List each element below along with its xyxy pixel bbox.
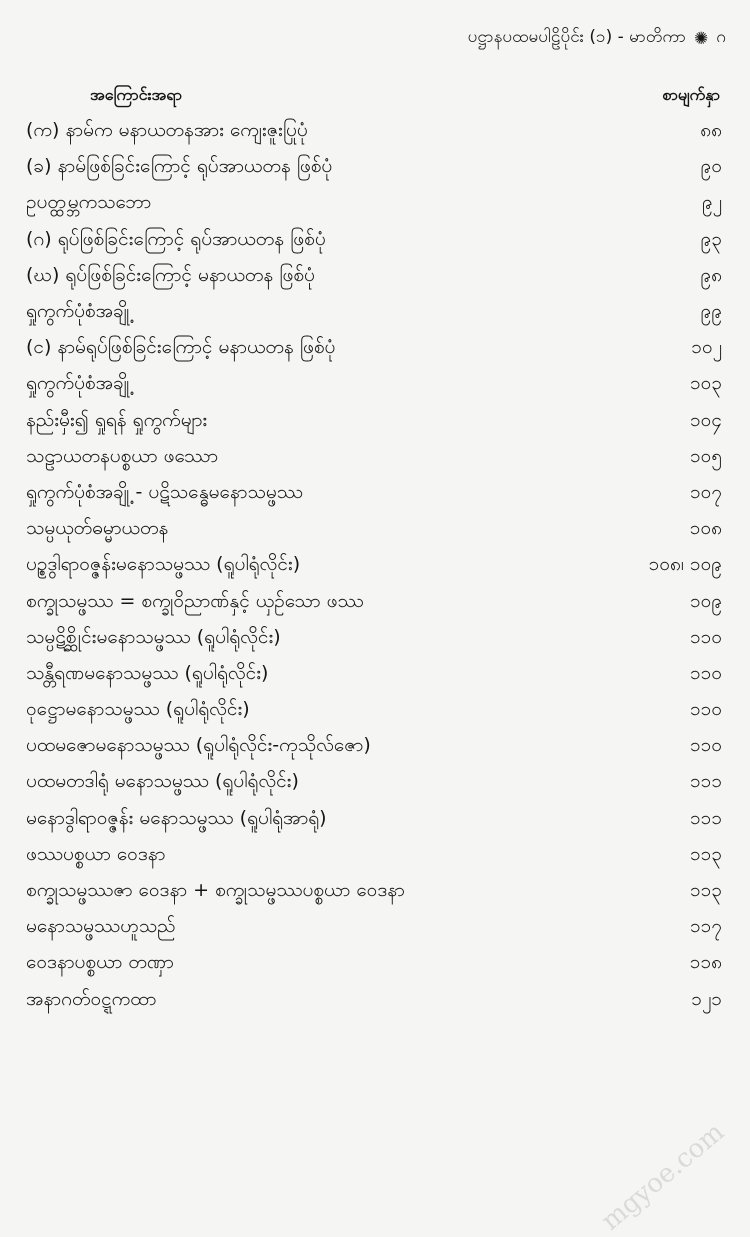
toc-entry-title: ပဉ္စဒွါရာဝဇ္ဇန်းမနောသမ္ဖဿ (ရူပါရုံလိုင်း) — [26, 553, 301, 576]
toc-entry — [0, 223, 750, 259]
toc-entry — [0, 584, 750, 620]
toc-entry-title: သန္တီရဏမနောသမ္ဖဿ (ရူပါရုံလိုင်း) — [26, 661, 269, 684]
subject-column-header: အကြောင်းအရာ — [90, 85, 182, 104]
toc-entry-title: စက္ခုသမ္ဖဿ = စက္ခုဝိညာဏ်နှင့် ယှဉ်သော ဖဿ — [26, 589, 364, 612]
toc-entry-page: ၁၀၈ — [689, 517, 722, 540]
toc-entry-page: ၁၁၇ — [689, 915, 722, 938]
toc-entry-title: (က) နာမ်က မနာယတနအား ကျေးဇူးပြုပုံ — [26, 119, 308, 142]
toc-entry-title: (င) နာမ်ရုပ်ဖြစ်ခြင်းကြောင့် မနာယတန ဖြစ်ပုံ — [26, 336, 336, 359]
toc-entry-page: ၉၈ — [700, 263, 722, 286]
toc-entry-page: ၉၃ — [700, 227, 722, 250]
toc-entry-page: ၁၁၀ — [689, 734, 722, 757]
toc-entry-title: သဠာယတနပစ္စယာ ဖဿော — [26, 444, 219, 467]
toc-entry-title: ဝေဒနာပစ္စယာ တဏှာ — [26, 951, 174, 974]
toc-entry — [0, 548, 750, 584]
toc-entry-title: ရှုကွက်ပုံစံအချို့ — [26, 372, 130, 395]
toc-entry-title: သမ္ပယုတ်ဓမ္မာယတန — [26, 517, 169, 540]
toc-entry-page: ၁၂၁ — [691, 987, 722, 1010]
toc-entry-page: ၁၀၃ — [689, 372, 722, 395]
toc-entry-title: စက္ခုသမ္ဖဿဇာ ဝေဒနာ + စက္ခုသမ္ဖဿပစ္စယာ ဝေဒနာ — [26, 879, 405, 902]
toc-entry-page: ၁၀၅ — [689, 444, 722, 467]
toc-entry-title: (ခ) နာမ်ဖြစ်ခြင်းကြောင့် ရုပ်အာယတန ဖြစ်ပုံ — [26, 155, 333, 178]
toc-entry-page: ၁၀၄ — [689, 408, 722, 431]
toc-entry-title: သမ္ပဋိစ္ဆိုင်းမနောသမ္ဖဿ (ရူပါရုံလိုင်း) — [26, 625, 281, 648]
toc-entry-title: (ဃ) ရုပ်ဖြစ်ခြင်းကြောင့် မနာယတန ဖြစ်ပုံ — [26, 263, 315, 286]
toc-entry-title: ရှုကွက်ပုံစံအချို့ — [26, 300, 130, 323]
toc-entry-page: ၁၀၂ — [691, 336, 722, 359]
page-number: ဂ — [716, 27, 726, 47]
toc-entry-title: ဖဿပစ္စယာ ဝေဒနာ — [26, 842, 166, 865]
toc-entry — [0, 440, 750, 476]
toc-entry — [0, 657, 750, 693]
toc-entry-page: ၈၈ — [700, 119, 722, 142]
toc-entry-page: ၁၁၈ — [689, 951, 722, 974]
toc-entry-page: ၁၁၀ — [689, 698, 722, 721]
toc-entry-page: ၁၁၃ — [689, 879, 722, 902]
toc-entry — [0, 693, 750, 729]
toc-entry-page: ၁၁၃ — [689, 842, 722, 865]
toc-entry — [0, 765, 750, 801]
table-of-contents — [0, 114, 750, 1019]
toc-entry-title: နည်းမှီး၍ ရှုရန် ရှုကွက်များ — [26, 408, 208, 431]
toc-entry — [0, 983, 750, 1019]
toc-entry — [0, 621, 750, 657]
toc-entry-page: ၉၀ — [700, 155, 722, 178]
toc-entry — [0, 874, 750, 910]
toc-entry-page: ၁၀၈၊ ၁၀၉ — [648, 553, 722, 576]
toc-entry-page: ၉၉ — [700, 300, 722, 323]
toc-entry-page: ၁၀၇ — [689, 480, 722, 503]
toc-entry-title: အနာဂတ်ဝဋ္ဋကထာ — [26, 987, 157, 1010]
toc-entry-page: ၁၀၉ — [689, 589, 722, 612]
toc-entry — [0, 946, 750, 982]
toc-entry-page: ၉၂ — [701, 191, 722, 214]
toc-entry-title: ဝုဋ္ဌောမနောသမ္ဖဿ (ရူပါရုံလိုင်း) — [26, 698, 250, 721]
toc-entry — [0, 295, 750, 331]
toc-entry — [0, 186, 750, 222]
toc-entry — [0, 802, 750, 838]
ornament-icon: ✺ — [694, 28, 709, 49]
toc-entry-title: ပထမတဒါရုံ မနောသမ္ဖဿ (ရူပါရုံလိုင်း) — [26, 770, 299, 793]
toc-entry-page: ၁၁၀ — [689, 661, 722, 684]
toc-entry — [0, 367, 750, 403]
toc-entry-title: မနောသမ္ဖဿဟူသည် — [26, 915, 176, 938]
toc-entry — [0, 512, 750, 548]
toc-entry-page: ၁၁၀ — [689, 625, 722, 648]
toc-entry-page: ၁၁၁ — [689, 770, 722, 793]
toc-entry — [0, 331, 750, 367]
toc-entry-title: ပထမဇောမနောသမ္ဖဿ (ရူပါရုံလိုင်း-ကုသိုလ်ဇော) — [26, 734, 371, 757]
toc-entry-title: (ဂ) ရုပ်ဖြစ်ခြင်းကြောင့် ရုပ်အာယတန ဖြစ်ပုံ — [26, 227, 326, 250]
toc-entry — [0, 114, 750, 150]
toc-entry — [0, 476, 750, 512]
toc-entry — [0, 150, 750, 186]
running-title: ပဋ္ဌာနပထမပါဠိပိုင်း (၁) - မာတိကာ — [467, 27, 687, 47]
toc-entry-title: ရှုကွက်ပုံစံအချို့ - ပဋိသန္ဓေမနောသမ္ဖဿ — [26, 480, 303, 503]
toc-entry-title: မနောဒွါရာဝဇ္ဇန်း မနောသမ္ဖဿ (ရူပါရုံအာရုံ) — [26, 806, 327, 829]
watermark: mgyoe.com — [595, 1117, 730, 1237]
toc-entry — [0, 259, 750, 295]
toc-entry — [0, 910, 750, 946]
running-header — [468, 26, 726, 51]
toc-entry — [0, 838, 750, 874]
toc-entry — [0, 729, 750, 765]
toc-entry-title: ဥပတ္ထမ္ဘကသဘော — [26, 191, 152, 214]
toc-entry-page: ၁၁၁ — [689, 806, 722, 829]
page-column-header: စာမျက်နှာ — [662, 85, 720, 104]
toc-entry — [0, 404, 750, 440]
